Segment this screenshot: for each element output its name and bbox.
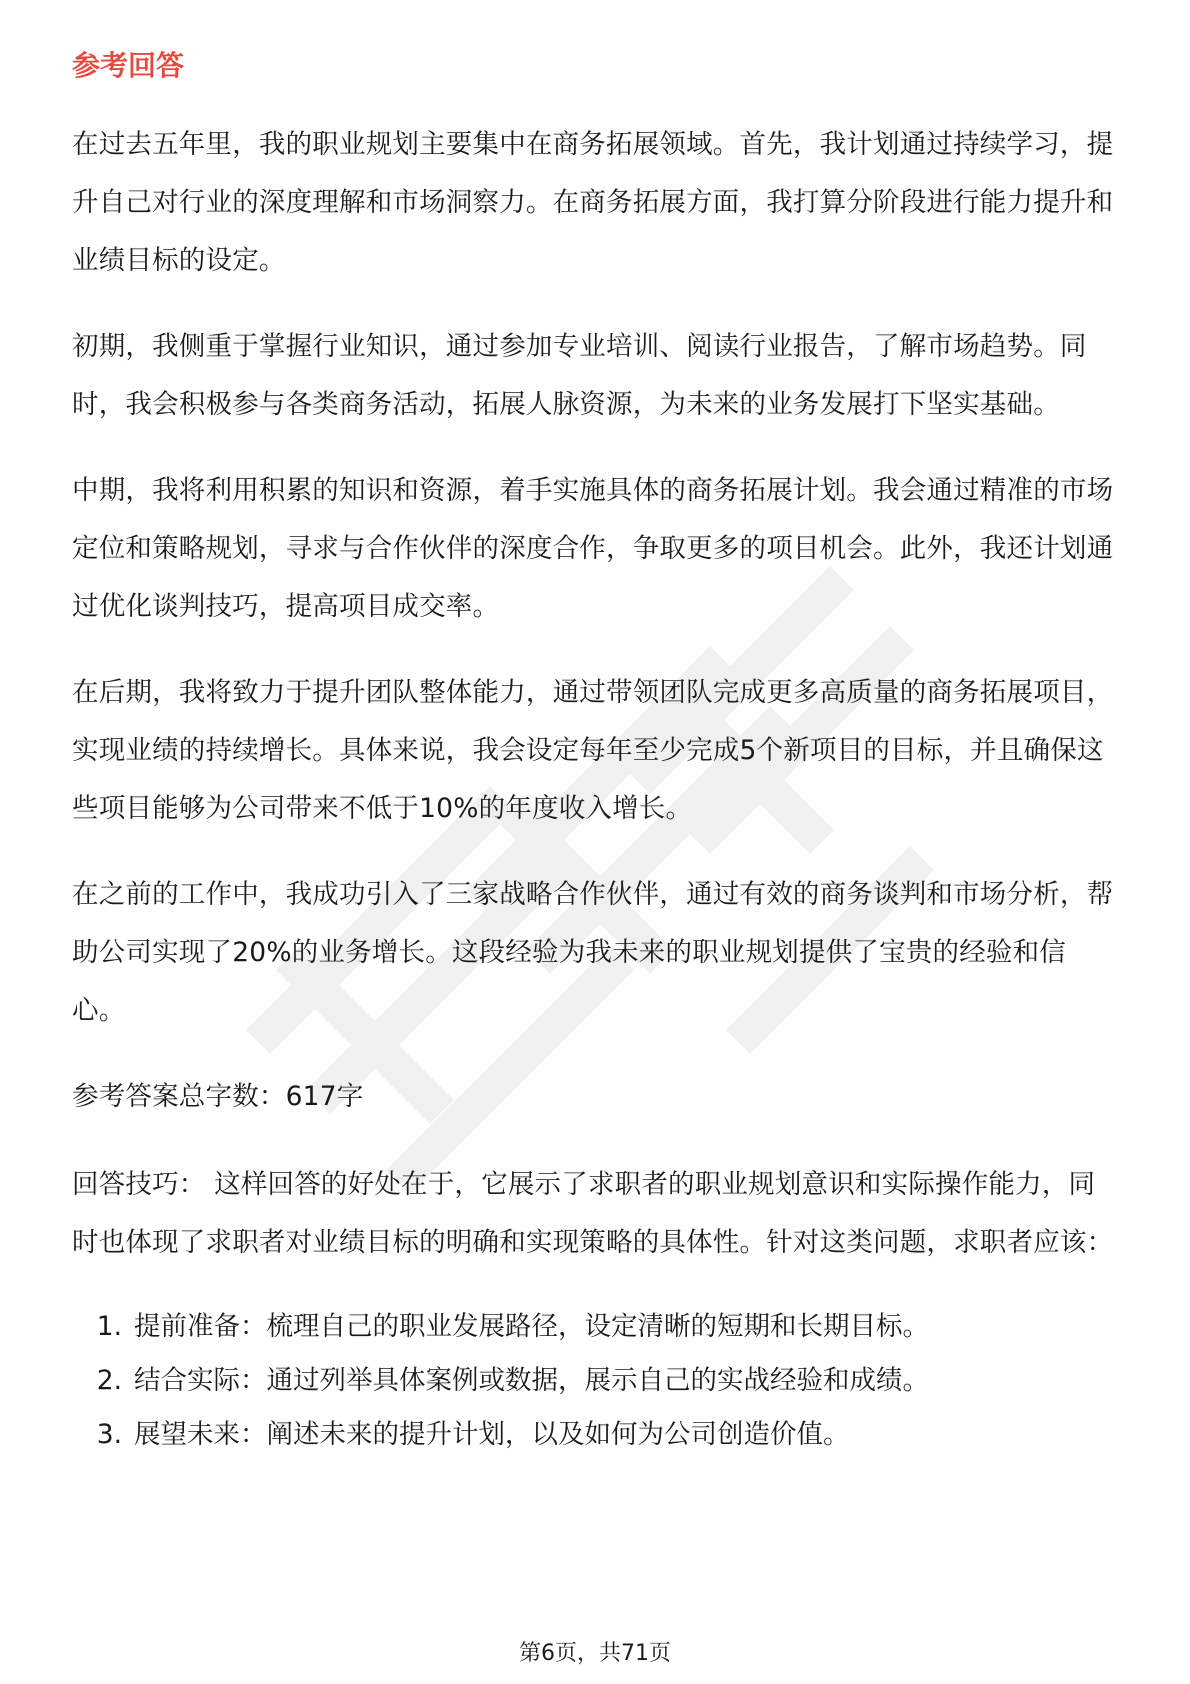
list-item — [72, 1300, 1118, 1354]
tips-list — [72, 1300, 1118, 1462]
document-page — [72, 48, 1118, 1462]
list-item — [72, 1354, 1118, 1408]
list-item-number: 3. — [96, 1419, 122, 1450]
list-item-text: 展望未来：阐述未来的提升计划，以及如何为公司创造价值。 — [134, 1419, 850, 1450]
answer-paragraph-3: 中期，我将利用积累的知识和资源，着手实施具体的商务拓展计划。我会通过精准的市场定位和策略规划，寻求与合作伙伴的深度合作，争取更多的项目机会。此外，我还计划通过优化谈判技巧，提高项目成交率。 — [72, 475, 1114, 622]
answer-paragraph-2: 初期，我侧重于掌握行业知识，通过参加专业培训、阅读行业报告，了解市场趋势。同时，我会积极参与各类商务活动，拓展人脉资源，为未来的业务发展打下坚实基础。 — [72, 331, 1087, 420]
list-item-text: 结合实际：通过列举具体案例或数据，展示自己的实战经验和成绩。 — [134, 1365, 929, 1396]
list-item-text: 提前准备：梳理自己的职业发展路径，设定清晰的短期和长期目标。 — [134, 1311, 929, 1342]
list-item-number: 2. — [96, 1365, 122, 1396]
answer-paragraph-1: 在过去五年里，我的职业规划主要集中在商务拓展领域。首先，我计划通过持续学习，提升自己对行业的深度理解和市场洞察力。在商务拓展方面，我打算分阶段进行能力提升和业绩目标的设定。 — [72, 129, 1114, 276]
tips-intro: 回答技巧： 这样回答的好处在于，它展示了求职者的职业规划意识和实际操作能力，同时也体现了求职者对业绩目标的明确和实现策略的具体性。针对这类问题，求职者应该： — [72, 1169, 1114, 1258]
page-footer: 第6页，共71页 — [519, 1641, 671, 1666]
section-title: 参考回答 — [72, 49, 185, 82]
answer-paragraph-5: 在之前的工作中，我成功引入了三家战略合作伙伴，通过有效的商务谈判和市场分析，帮助公司实现了20%的业务增长。这段经验为我未来的职业规划提供了宝贵的经验和信心。 — [72, 879, 1114, 1026]
answer-paragraph-4: 在后期，我将致力于提升团队整体能力，通过带领团队完成更多高质量的商务拓展项目，实现业绩的持续增长。具体来说，我会设定每年至少完成5个新项目的目标，并且确保这些项目能够为公司带来不低于10%的年度收入增长。 — [72, 677, 1114, 824]
word-count: 参考答案总字数：617字 — [72, 1081, 364, 1112]
list-item-number: 1. — [96, 1311, 122, 1342]
list-item — [72, 1408, 1118, 1462]
